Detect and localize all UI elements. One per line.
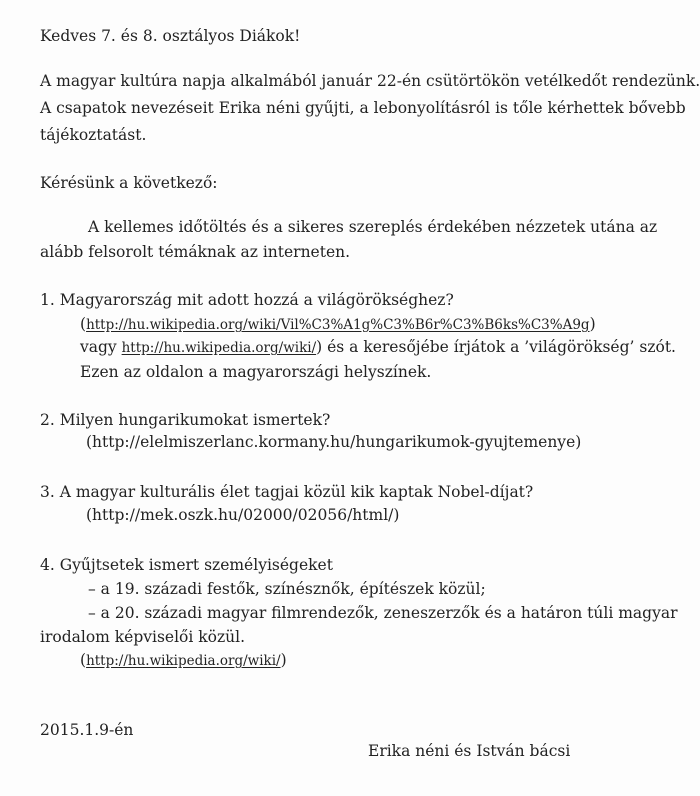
signature: Erika néni és István bácsi: [368, 742, 571, 760]
request-heading: Kérésünk a következő:: [40, 174, 218, 192]
item-1-alt-line: [80, 337, 676, 358]
item-4-sub-1: – a 19. századi festők, színésznők, építészek közül;: [88, 580, 486, 598]
date: 2015.1.9-én: [40, 721, 134, 739]
open-paren: (: [80, 315, 87, 333]
close-paren: ): [280, 651, 287, 669]
item-1-link[interactable]: http://hu.wikipedia.org/wiki/Vil%C3%A1g%C3%B6r%C3%B6ks%C3%A9g: [86, 317, 590, 333]
close-paren: ): [589, 315, 596, 333]
item-2-link[interactable]: (http://elelmiszerlanc.kormany.hu/hungarikumok-gyujtemenye): [86, 433, 582, 451]
item-1-note: Ezen az oldalon a magyarországi helyszínek.: [80, 363, 432, 381]
item-3-link[interactable]: (http://mek.oszk.hu/02000/02056/html/): [86, 506, 400, 524]
item-4-link-line: [80, 650, 287, 671]
item-1-alt-suffix: és a keresőjébe írjátok a ’világörökség’ szót.: [322, 338, 676, 356]
greeting: Kedves 7. és 8. osztályos Diákok!: [40, 27, 301, 45]
item-1-alt-link[interactable]: http://hu.wikipedia.org/wiki/: [121, 340, 317, 356]
request-body-1: A kellemes időtöltés és a sikeres szereplés érdekében nézzetek utána az: [88, 218, 658, 236]
close-paren: ): [316, 338, 323, 356]
request-body-2: alább felsorolt témáknak az interneten.: [40, 243, 351, 261]
item-4-link[interactable]: http://hu.wikipedia.org/wiki/: [86, 653, 281, 669]
item-3-title: 3. A magyar kulturális élet tagjai közül kik kaptak Nobel-díjat?: [40, 483, 534, 501]
intro-line-1: A magyar kultúra napja alkalmából január 22-én csütörtökön vetélkedőt rendezünk.: [40, 72, 700, 90]
open-paren: (: [80, 651, 87, 669]
item-1-alt-prefix: vagy: [80, 338, 122, 356]
item-1-title: 1. Magyarország mit adott hozzá a világörökséghez?: [40, 291, 454, 309]
item-4-sub-2: – a 20. századi magyar filmrendezők, zeneszerzők és a határon túli magyar: [88, 604, 678, 622]
intro-line-2: A csapatok nevezéseit Erika néni gyűjti, a lebonyolításról is tőle kérhettek bővebb: [40, 99, 686, 117]
item-1-link-line: [80, 314, 596, 335]
intro-line-3: tájékoztatást.: [40, 126, 147, 144]
item-2-title: 2. Milyen hungarikumokat ismertek?: [40, 411, 331, 429]
item-4-sub-2-cont: irodalom képviselői közül.: [40, 628, 246, 646]
item-4-title: 4. Gyűjtsetek ismert személyiségeket: [40, 556, 333, 574]
